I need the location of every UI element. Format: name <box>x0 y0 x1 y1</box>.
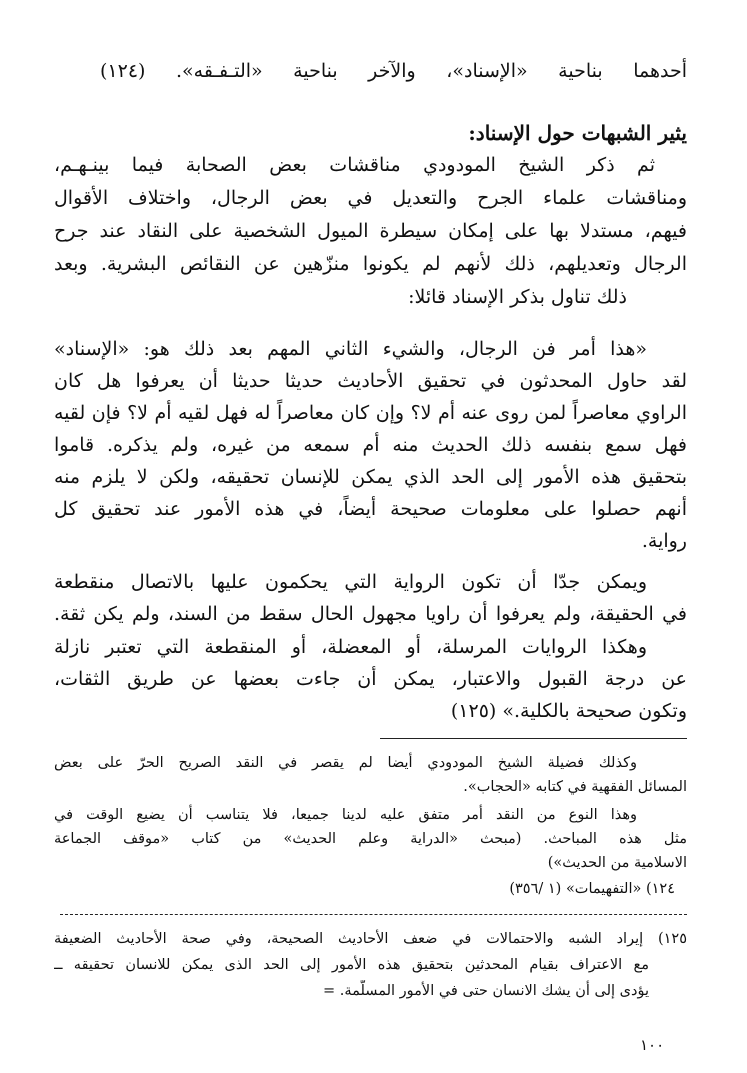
text-line: ثم ذكر الشيخ المودودي مناقشات بعض الصحابة فيما بينـهـم، <box>54 154 655 176</box>
text-line: عن درجة القبول والاعتبار، يمكن أن جاءت بعضها عن طريق الثقات، <box>54 668 687 690</box>
footnote-line: ١٢٤) «التفهيمات» (١ /٣٥٦) <box>509 881 675 897</box>
text-line: ذلك تناول بذكر الإسناد قائلا: <box>408 286 627 308</box>
text-line: فيهم، مستدلا بها على إمكان سيطرة الميول الشخصية على النقاد عند جرح <box>54 220 687 242</box>
header-line: أحدهما بناحية «الإسناد»، والآخر بناحية «التـفـقه». (١٢٤) <box>100 60 687 82</box>
text-line: لقد حاول المحدثون في تحقيق الأحاديث حديثا حديثا أن يعرفوا هل كان <box>54 370 687 392</box>
text-line: الراوي معاصراً لمن روى عنه أم لا؟ وإن كان معاصراً له فهل لقيه أم لا؟ فإن لقيه <box>54 402 687 424</box>
text-line: الرجال وتعديلهم، ذلك لأنهم لم يكونوا منزّهين عن النقائص البشرية. وبعد <box>54 253 687 275</box>
section-heading: يثير الشبهات حول الإسناد: <box>468 121 687 145</box>
footnote-line: مع الاعتراف بقيام المحدثين بتحقيق هذه الأمور إلى الحد الذى يمكن للانسان تحقيقه ــ <box>54 957 649 973</box>
footnote-line: الاسلامية من الحديث») <box>547 855 687 871</box>
footnote-line: وهذا النوع من النقد أمر متفق عليه لدينا جميعا، فلا يتناسب أن يضيع الوقت في <box>54 807 637 823</box>
text-line: بتحقيق هذه الأمور إلى الحد الذي يمكن للإنسان تحقيقه، ولكن لا يلزم منه <box>54 466 687 488</box>
text-line: أنهم حصلوا على معلومات صحيحة أيضاً، في هذه الأمور عند تحقيق كل <box>54 498 687 520</box>
text-line: رواية. <box>641 530 687 552</box>
text-line: ويمكن جدّا أن تكون الرواية التي يحكمون عليها بالاتصال منقطعة <box>54 571 647 593</box>
text-line: في الحقيقة، ولم يعرفوا أن راويا مجهول الحال سقط من السند، ولم يكن ثقة. <box>54 603 687 625</box>
footnote-separator <box>380 738 687 739</box>
page-number: ١٠٠ <box>640 1036 665 1054</box>
footnote-line: ١٢٥) إيراد الشبه والاحتمالات في ضعف الأحاديث الصحيحة، وفي صحة الأحاديث الضعيفة <box>54 931 687 947</box>
footnote-line: مثل هذه المباحث. (مبحث «الدراية وعلم الحديث» من كتاب «موقف الجماعة <box>54 831 687 847</box>
text-line: ومناقشات علماء الجرح والتعديل في بعض الرجال، واختلاف الأقوال <box>54 187 687 209</box>
text-line: وهكذا الروايات المرسلة، أو المعضلة، أو المنقطعة التي تعتبر نازلة <box>54 636 647 658</box>
text-line: فهل سمع بنفسه ذلك الحديث منه أم سمعه من غيره، ولم يذكره. قاموا <box>54 434 687 456</box>
text-line: وتكون صحيحة بالكلية.» (١٢٥) <box>450 700 687 722</box>
footnote-line: وكذلك فضيلة الشيخ المودودي أيضا لم يقصر في النقد الصريح الحرّ على بعض <box>54 755 637 771</box>
footnote-line: يؤدى إلى أن يشك الانسان حتى في الأمور المسلّمة. = <box>322 983 649 999</box>
text-line: «هذا أمر فن الرجال، والشيء الثاني المهم بعد ذلك هو: «الإسناد» <box>54 338 647 360</box>
footnote-line: المسائل الفقهية في كتابه «الحجاب». <box>463 779 687 795</box>
page-break-rule <box>60 914 687 915</box>
